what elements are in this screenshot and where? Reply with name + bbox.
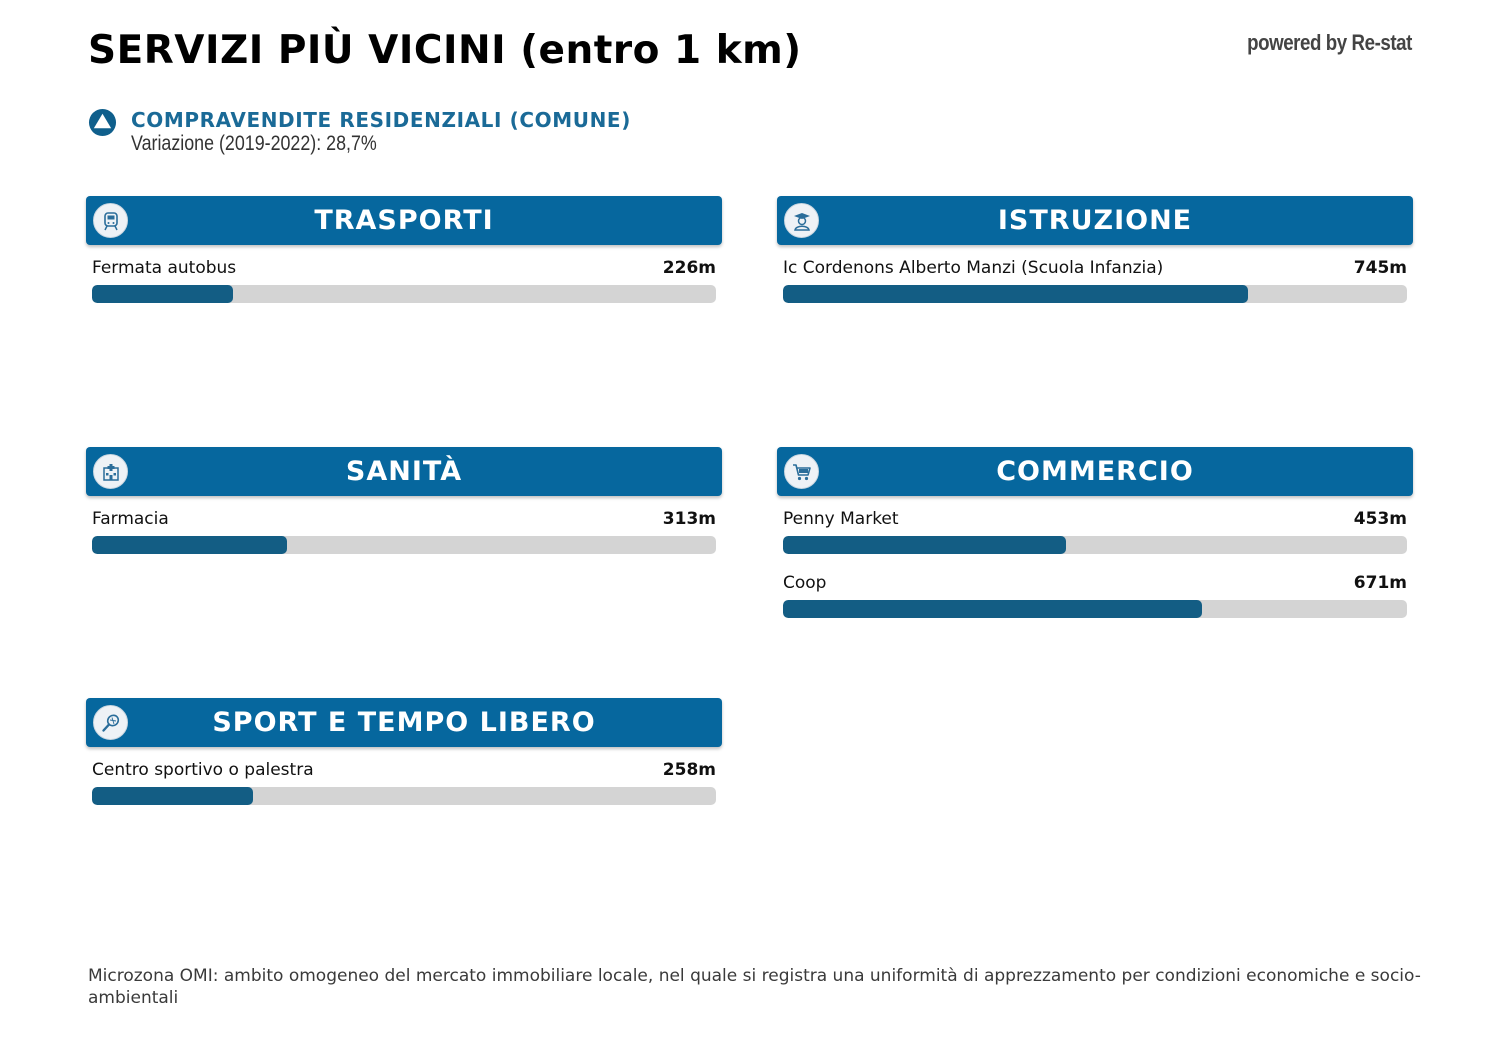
kpi-title: COMPRAVENDITE RESIDENZIALI (COMUNE) [131,108,631,132]
service-name: Coop [783,573,827,593]
service-distance: 671m [1353,573,1407,593]
panel-sport [86,698,722,811]
footnote: Microzona OMI: ambito omogeneo del mercato immobiliare locale, nel quale si registra una uniformità di apprezzamento per condizioni economiche e socio-ambientali [88,966,1421,1008]
distance-bar-fill [783,536,1066,554]
panel-header [86,698,722,747]
page-title: SERVIZI PIÙ VICINI (entro 1 km) [88,28,802,73]
panel-header [86,447,722,496]
panel-title: ISTRUZIONE [997,205,1193,236]
list-item [92,496,716,560]
panel-title: TRASPORTI [314,205,494,236]
distance-bar-fill [92,285,233,303]
distance-bar-track [783,600,1407,618]
panel-header [777,447,1413,496]
panel-istruzione [777,196,1413,309]
service-distance: 453m [1353,509,1407,529]
panel-title: SPORT E TEMPO LIBERO [212,707,596,738]
list-item [783,560,1407,624]
panel-sanita [86,447,722,560]
service-distance: 313m [662,509,716,529]
panel-title: COMMERCIO [996,456,1194,487]
service-name: Farmacia [92,509,169,529]
kpi-subtitle: Variazione (2019-2022): 28,7% [131,132,377,155]
service-name: Fermata autobus [92,258,237,278]
distance-bar-fill [783,600,1202,618]
list-item [92,747,716,811]
panel-header [777,196,1413,245]
distance-bar-fill [92,787,253,805]
panel-header [86,196,722,245]
powered-by-logo: powered by Re-stat [1247,30,1412,55]
distance-bar-track [92,285,716,303]
service-name: Centro sportivo o palestra [92,760,314,780]
service-distance: 745m [1353,258,1407,278]
list-item [92,245,716,309]
distance-bar-fill [92,536,287,554]
service-name: Ic Cordenons Alberto Manzi (Scuola Infanzia) [783,258,1164,278]
distance-bar-track [783,285,1407,303]
service-name: Penny Market [783,509,899,529]
list-item [783,496,1407,560]
distance-bar-track [783,536,1407,554]
distance-bar-fill [783,285,1248,303]
distance-bar-track [92,787,716,805]
distance-bar-track [92,536,716,554]
panel-commercio [777,447,1413,624]
list-item [783,245,1407,309]
panel-trasporti [86,196,722,309]
service-distance: 258m [662,760,716,780]
delta-triangle-icon [88,108,117,137]
panel-title: SANITÀ [345,456,463,487]
service-distance: 226m [662,258,716,278]
